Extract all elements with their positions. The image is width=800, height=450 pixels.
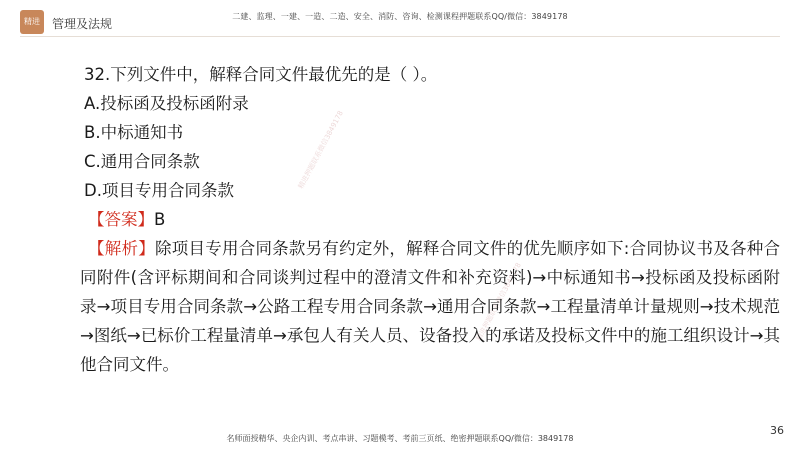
course-title: 管理及法规 — [52, 17, 113, 31]
answer-line — [80, 205, 780, 234]
analysis-text: 除项目专用合同条款另有约定外，解释合同文件的优先顺序如下:合同协议书及各种合同附件(含评标期间和合同谈判过程中的澄清文件和补充资料)→中标通知书→投标函及投标函附录→项目专用合同条款→公路工程专用合同条款→通用合同条款→工程量清单计量规则→技术规范→图纸→已标价工程量清单→承包人有关人员、设备投入的承诺及投标文件中的施工组织设计→其他合同文件。 — [80, 239, 781, 374]
option-c: C.通用合同条款 — [84, 152, 200, 171]
watermark: 精进押题联系微信3849178 — [474, 261, 523, 343]
answer-label: 【答案】 — [88, 210, 154, 229]
page-number: 36 — [770, 424, 784, 437]
option-b: B.中标通知书 — [84, 123, 184, 142]
option-a: A.投标函及投标函附录 — [84, 94, 249, 113]
option-d: D.项目专用合同条款 — [84, 181, 234, 200]
analysis-label: 【解析】 — [88, 239, 155, 258]
footer-contact-note: 名师面授精华、央企内训、考点串讲、习题模考、考前三页纸、绝密押题联系QQ/微信：3849178 — [226, 434, 574, 443]
answer-value: B — [154, 210, 166, 229]
question-content — [80, 60, 780, 379]
watermark: 精进押题联系微信3849178 — [296, 109, 345, 191]
header-contact-note: 二建、监理、一建、一造、二造、安全、消防、咨询、检测课程押题联系QQ/微信：3849178 — [232, 12, 568, 21]
header-divider — [20, 36, 780, 37]
question-stem: 32.下列文件中，解释合同文件最优先的是（ ）。 — [84, 65, 438, 84]
analysis-paragraph — [80, 234, 780, 379]
brand-logo: 精进 — [20, 10, 44, 34]
